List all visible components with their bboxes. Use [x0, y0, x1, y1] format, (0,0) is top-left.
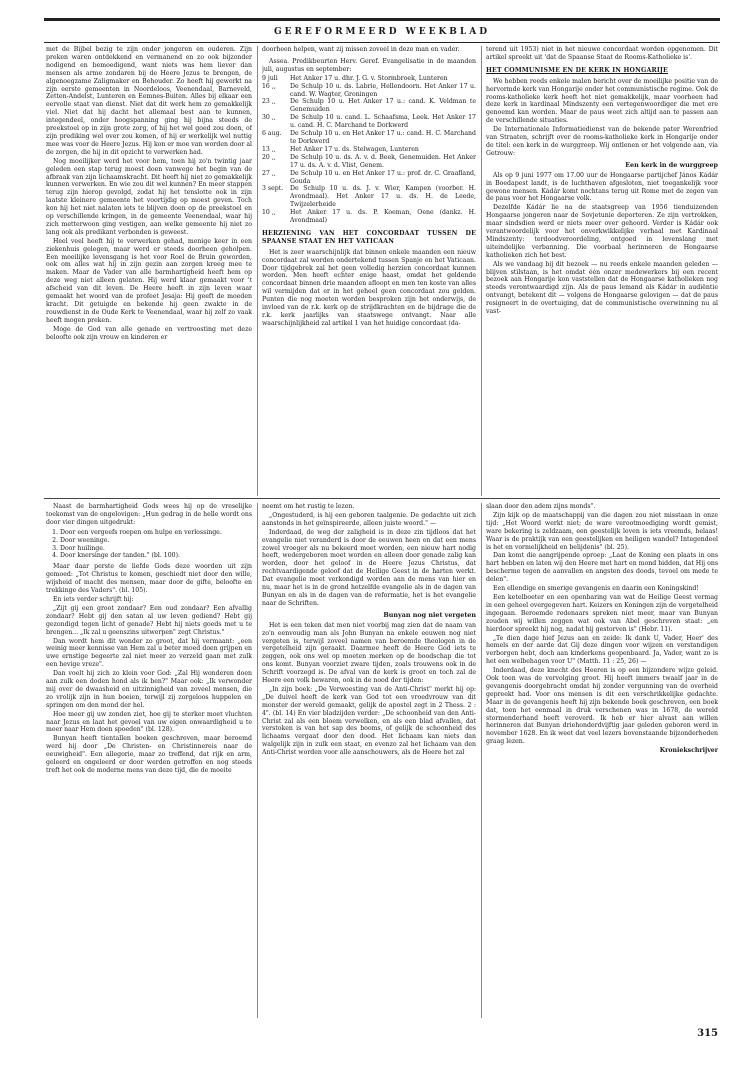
schedule-row: [262, 209, 476, 225]
top-rule: [44, 18, 720, 21]
bunyan-body-d: [262, 622, 476, 757]
schedule-row: [262, 114, 476, 130]
schedule-row: [262, 83, 476, 99]
schedule-entry: De Schulp 10 u. cand. L. Schaafsma, Leek. Het Anker 17 u. cand. H. C. Marchand te Dorkwerd: [290, 114, 476, 130]
paragraph: „Te dien dage hief Jezus aan en zeide: Ik dank U, Vader, Heer' des hemels en der aarde dat Gij deze dingen voor wijzen en verstandigen verborgen hebt, doch aan kinderkens geopenbaard. Ja, Vader, want zo is het een welbehagen voor U" (Matth. 11 : 25, 26) —: [486, 634, 718, 666]
schedule-row: [262, 154, 476, 170]
schedule-table: [262, 75, 476, 225]
schedule-row: [262, 130, 476, 146]
list-item: 4. Door knersinge der tanden." (bl. 100).: [60, 552, 252, 560]
bunyan-body-c: [262, 503, 476, 608]
top-right-column: [486, 46, 718, 496]
schedule-date: 10 ,,: [262, 209, 276, 217]
schedule-date: 6 aug.: [262, 130, 282, 138]
bunyan-body-e: [486, 503, 718, 746]
paragraph: Zijn kijk op de maatschappij van die dagen zou niet misstaan in onze tijd: „Het Woord werkt niet; de ware verootmoediging wordt gemist, ware bekering is zeldzaam, een geestelijk leven is iets vreemds, helaas! Waar is de praktijk van een geestelijken en heiligen wandel? Integendeel is het en vormelijkheid en belijdenis" (bl. 25).: [486, 511, 718, 551]
paragraph: Inderdaad, de weg der zaligheid is in deze zin tijdloos dat het evangelie niet veranderd is door de eeuwen heen en dat een mens zowel vroeger als nu bekeerd moet worden, een nieuw hart nodig heeft, wedergeboren moet worden en alleen door genade zalig kan worden, door het geloof in de Heere Jezus Christus, dat rechtvaardigende geloof dat de Heilige Geest in de harten werkt. Dat evangelie moet verkondigd worden aan de mens van hier en nu, maar het is in de grond hetzelfde evangelie als in de dagen van Bunyan en als in de dagen van de reformatie, het is het evangelie naar de Schriften.: [262, 528, 476, 607]
schedule-date: 16 ,,: [262, 82, 276, 90]
top-middle-column: [262, 46, 476, 496]
bottom-middle-column: [262, 503, 476, 1018]
paragraph: Dezelfde Kádár lie na de staatsgreep van 1956 tienduizenden Hongaarse jongeren naar de Sovjetunie deporteren. Ze zijn vertrokken, maar sindsdien werd er niets meer over gehoord. Verder is Kádár ook verantwoordelijk voor het onverkwikkelijke verhaal met Kardinaal Mindszenty: terdoodveroordeling, ontgoed in levenslang met uiteindelijke verbanning. Die voorbaal herinneren de Hongaarse katholieken zich het best.: [486, 204, 718, 259]
paragraph: Dan voelt hij zich zo klein voor God: „Zal Hij wonderen doen aan zulk een doden hond als ik ben?" Maar ook: „Ik verwonder mij over de dwaasheid en uitzinnigheid van zoveel mensen, die zo vrolijk zijn in hun boeien, terwijl zij zorgeloos huppelen en springen om den mond der hel.: [46, 670, 252, 709]
schedule-date: 3 sept.: [262, 185, 284, 193]
schedule-date: 20 ,,: [262, 153, 276, 161]
paragraph: Een ketelboeter en een openbaring van wat de Heilige Geest vermag in een geheel overgegeven hart. Keizers en Koningen zijn de vergetelheid ingegaan. Beroemde redenaars spreken niet meer, maar van Bunyan zouden wij willen zeggen wat ook van Abel geschreven staat: „en hierdoor spreekt hij nog, nadat hij gestorven is" (Hebr. 11).: [486, 593, 718, 633]
paragraph: Nog moeilijker werd het voor hem, toen hij zo'n twintig jaar geleden een stap terug moest doen vanwege het begin van de afbraak van zijn lichaamskracht. Dit heeft hij niet zo gemakkelijk kunnen verwerken. En wie zou dit wel kunnen? En meer stappen terug zijn hierop gevolgd, zodat hij het tenslotte ook in zijn laatste kleinere gemeente het voortijdig op moest geven. Toch kon hij het niet nalaten iets te blijven doen op de preekstoel en op verschillende kringen, in de gemeente Veenendaal, waar hij zich metterwoon ging vestigen, aan welke gemeente hij niet zo lang ook als predikant verbonden is geweest.: [46, 157, 252, 236]
top-right-intro: terend uit 1953) niet in het nieuwe concordaat worden opgenomen. Dit artikel spreekt uit 'dat de Spaanse Staat de Rooms-Katholieke is'.: [486, 46, 718, 61]
paragraph: „Ongestuderd, is hij een geboren taalgenie. De gedachte uit zich aanstonds in het geïnspireerde, alleen juiste woord." —: [262, 511, 476, 527]
paragraph: Als we vandaag bij dit bezoek — nu reeds enkele maanden geleden — blijven stilstaan, is het omdat één onzer medewerkers bij een recent bezoek aan Hongarije kon vaststellen dat de Hongaarse katholieken nog steeds verontwaardigd zijn. Als de paus lemand als Kádár in audiëntie ontvangt, betekent dit — volgens de Hongaarse gelovigen — dat de paus resigneert in de overtuiging, dat de communistische overwinning nu al vast-: [486, 260, 718, 316]
paragraph: Maar daar perste de liefde Gods deze woorden uit zijn gemoed: „Tot Christus te komen, geschiedt niet door den wille, wijsheid of macht des mensen, maar door de gifte, beloofte en trekkinge des Vaders". (bl. 105).: [46, 563, 252, 595]
masthead-rule: [44, 42, 720, 43]
wurggreep-subheading: Een kerk in de wurggreep: [625, 160, 718, 169]
paragraph: slaan door den adem zijns monds".: [486, 503, 596, 510]
schedule-row: [262, 98, 476, 114]
column-rule: [481, 503, 482, 1018]
hongarije-heading: HET COMMUNISME EN DE KERK IN HONGARIJE: [486, 66, 668, 74]
paragraph: Het is een teken dat men niet voorbij mag zien dat de naam van zo'n eenvoudig man als John Bunyan na enkele eeuwen nog niet vergeten is, terwijl zoveel namen van beroemde theologen in de vergetelheid zijn geraakt. Daarmee heeft de Heere God iets te zeggen, ook ons wel op moeten merken op de boodschap die tot ons komt. Bunyan voorziet zware tijden, zoals trouwens ook in de Schrift voorzegd is. De afval van de kerk is groot en toch zal de Heere een volk bewaren, ook in de nood der tijden:: [262, 621, 476, 685]
column-rule: [481, 46, 482, 496]
paragraph: Het is zeer waarschijnlijk dat binnen enkele maanden een nieuw concordaat zal worden ondertekend tussen Spanje en het Vaticaan. Door tijdgebrek zal het geen volledig herzien concordaat kunnen worden. Men heeft echter enige haast, omdat het geldende concordaat binnen drie maanden afloopt en men ten koste van alles wil vermijden dat er in het geheel geen concordaat zou gelden. Punten die nog moeten worden besproken zijn het onderwijs, de invloed van de r.k. kerk op de strijdkrachten en de bijdrage die de r.k. kerk jaarlijks van staatswege ontvangt. Naar alle waarschijnlijkheid zal artikel 1 van het huidige concordaat (da-: [262, 248, 476, 327]
hell-list: [60, 529, 252, 561]
signature: Kroniekschrijver: [659, 747, 718, 755]
schedule-date: 30 ,,: [262, 114, 276, 122]
section-divider: [44, 498, 720, 499]
concordaat-body: [262, 249, 476, 328]
paragraph: En iets verder schrijft hij:: [53, 595, 134, 603]
hongarije-body-b: [486, 172, 718, 316]
bunyan-subheading: Bunyan nog niet vergeten: [383, 610, 476, 619]
schedule-date: 23 ,,: [262, 98, 276, 106]
schedule-date: 13 ,,: [262, 145, 276, 153]
column-rule: [257, 503, 258, 1018]
bunyan-body-a: [46, 503, 252, 527]
paragraph: We hebben reeds enkele malen bericht over de moeilijke positie van de hervormde kerk van Hongarije onder het communistische regime. Ook de rooms-katholieke kerk heeft het niet gemakkelijk, maar voorheen had deze kerk in kardinaal Mindszenty een vertegenwoordiger die met ere genoemd kan worden. Maar de paus weet zich altijd aan te passen aan de verschillende situaties.: [486, 77, 718, 125]
paragraph: De Internationale Informatiedienst van de bekende pater Werenfried van Straaten, schrijft over de rooms-katholieke kerk in Hongarije onder de titel: een kerk in de wurggreep. Wij ontlenen er het volgende aan, via Getrouw:: [486, 126, 718, 157]
paragraph: Naast de barmhartigheid Gods wees hij op de vreselijke toekomst van de ongelovigen: „Hun gedrag in de helle wordt ons door vier dingen uitgedrukt:: [46, 503, 252, 526]
schedule-row: [262, 185, 476, 209]
hongarije-body-a: [486, 78, 718, 158]
schedule-entry: De Schulp 10 u. Het Anker 17 u.: cand. K. Veldman te Genemuiden: [290, 98, 476, 114]
masthead: GEREFORMEERD WEEKBLAD: [273, 27, 491, 37]
concordaat-heading: HERZIENING VAN HET CONCORDAAT TUSSEN DE SPAANSE STAAT EN HET VATICAAN: [262, 229, 476, 245]
paragraph: Heel veel heeft hij te verwerken gehad, menige keer in een ziekenhuis gelegen, maar werd er steeds doorheen geholpen. Een moeilijke levensgang is het voor Roel de Bruin geworden, ook om alles wat hij in zijn gezin aan zorgen kreeg mee te maken. Maar de Vader van alle barmhartigheid heeft hem op deze weg niet alleen gelaten. Hij werd klaar gemaakt voor 't afscheid van dit leven. De Heere heeft in zijn leven waar gemaakt het woord van de profeet Jesaja: Hij geeft de moeden kracht. Dit getuigde en bekende hij geen zwakte in de rouwdienst in de Oude Kerk te Veenendaal, waar hij zelf zo vaak heeft mogen preken.: [46, 237, 252, 324]
schedule-entry: Het Anker 17 u. dhr. J. G. v. Stormbroek, Lunteren: [290, 74, 448, 82]
paragraph: Dan komt die aangrijpende oproep: „Laat de Koning een plaats in ons hart hebben en laten wij den Heere met hart en mond bidden, dat Hij ons bescherme tegen de aanvallen en angsten des doods, tevoel om mede te delen".: [486, 552, 718, 584]
schedule-entry: De Schulp 10 u. ds. Labrie, Hellendoorn. Het Anker 17 u. cand. W. Wagter, Groningen: [290, 82, 476, 98]
list-item: 1. Door een vergeefs roepen om hulpe en verlossinge.: [60, 529, 252, 537]
paragraph: Inderdaad, deze knecht des Heeren is op een bijzondere wijze geleid. Ook toen was de vervolging groot. Hij heeft immers twaalf jaar in de gevangenis doorgebracht omdat hij zonder vergunning van de overheid gepreekt had. Voor ons mensen is dit een verschrikkelijke gedachte. Maar in de gevangenis heeft hij zijn bekende boek geschreven, een boek dat, toen het eenmaal in druk verschenen was in 1678, de wereld stormenderhand heeft veroverd. Ik heb er hier alvast aan willen herinneren dat Bunyan driehonderdvijftig jaar geleden geboren werd in november 1628. En ik weet dat veel lezers bovenstaande bijzonderheden graag lezen.: [486, 667, 718, 746]
schedule-entry: De Schulp 10 u. en Het Anker 17 u.: prof. dr. C. Graafland, Gouda: [290, 169, 476, 185]
schedule-date: 9 juli: [262, 74, 278, 82]
schedule-row: [262, 170, 476, 186]
top-middle-intro: doorheen helpen, want zij missen zoveel in deze man en vader.: [262, 46, 460, 53]
paragraph: Moge de God van alle genade en vertroosting met deze beloofte ook zijn vrouw en kinderen er: [46, 325, 252, 341]
paragraph: „Zijt gij een groot zondaar? Een oud zondaar? Een afvallig zondaar? Hebt gij den satan al uw leven gediend? Hebt gij gezondigd tegen licht of genade? Hebt hij niets goeds met u te brengen... „Ik zal u geenszins uitwerpen" zegt Christus.": [46, 604, 252, 636]
paragraph: Bunyan heeft tientallen boeken geschreven, maar beroemd werd hij door „De Christen- en Christinnereis naar de eeuwigheid". Een allegorie, maar zo treffend, dat rijk en arm, geleerd en ongeleerd er door werden getroffen en nog steeds treft het ook de moderne mens van deze tijd, die de moeite: [46, 735, 252, 774]
paragraph: „In zijn boek: „De Verwoesting van de Anti-Christ" merkt hij op: „De duivel heeft de kerk van God tot een vroedvrouw van dit monster der wereld gemaakt, gelijk de apostel zegt in 2 Thess. 2 : 4". (bl. 14) En vier bladzijden verder: „De schoonheid van den Anti-Christ zal als een bloem verwelken, en als een blad afvallen, dat verstoken is van het sap des booms, of gelijk de schoonheid des lichaams vergaat door den dood. Het lichaam kan niets dan walgelijk zijn in zulk een staat, en evenzo zal het lichaam van den Anti-Christ worden voor alle aanschouwers, als de Heere het zal: [262, 685, 476, 757]
page-number: 315: [697, 1028, 718, 1039]
bottom-left-column: [46, 503, 252, 1018]
schedule-entry: De Schulp 10 u. en Het Anker 17 u.: cand. H. C. Marchand te Dorkwerd: [290, 130, 476, 145]
paragraph: Dan wordt hem dit wonder zo groot, dat hij vermaant: „een weinig meer kennisse van Hem zal u beter moed doen grijpen en uwe ernstige begeerte zal niet meer zo verzeld gaan met zulk een hevige vreze".: [46, 637, 252, 669]
bottom-right-column: [486, 503, 718, 1018]
schedule-entry: De Schulp 10 u. ds. A. v. d. Beek, Genemuiden. Het Anker 17 u. ds. A. v. d. Vlist, Genem.: [290, 153, 476, 169]
schedule-title: Assea. Predikbeurten Herv. Geref. Evangelisatie in de maanden juli, augustus en september:: [262, 57, 476, 73]
bunyan-body-b: [46, 563, 252, 775]
schedule-entry: Het Anker 17 u. ds. Stelwagen, Lunteren: [290, 145, 419, 153]
list-item: 3. Door huilinge.: [60, 545, 252, 553]
paragraph: Hoe meer gij uw zonden ziet, hoe gij te sterker moet vluchten naar Jezus en laat het gevoel van uw eigen onwaardigheid u te meer naar Hem doen spoeden" (bl. 128).: [46, 710, 252, 734]
schedule-date: 27 ,,: [262, 169, 276, 177]
paragraph: Als op 9 juni 1977 om 17.00 uur de Hongaarse partijchef János Kádár in Boedapest landt, is de luchthaven afgesloten, niet toegankelijk voor gewone mensen. Kádár komt nochtans terug uit Rome met de zegen van de paus voor het Hongaarse volk.: [486, 171, 718, 203]
paragraph: met de Bijbel bezig te zijn onder jongeren en ouderen. Zijn preken waren ontdekkend en vermanend en zo ook bijzonder nodigend en bemoedigend, want niets was hem liever dan mensen als arme zondaren bij de Heere Jezus te brengen, de algenoegzame Zaligmaker en Behouder. Zo heeft hij gewerkt na zijn eerste gemeenten in Noordeloos, Veenendaal, Barneveld, Zetten-Andelst, Lunteren en Eemnes-Buiten. Alles bij elkaar een eervolle staat van dienst. Niet dat dit werk hem zo gemakkelijk viel. Niet dat hij dacht het allemaal best aan te kunnen, integendeel, onder hoogspanning ging hij bijna steeds de preekstoel op in zijn grote zorg, of hij het wel goed zou doen, of zijn prediking wel over zou komen, of hij er werkelijk wel nuttig mee was voor de Heere Jezus. Hij kon er moe van worden door al de zorgen, die hij in dit opzicht te verwerken had.: [46, 46, 252, 156]
schedule-row: [262, 75, 476, 83]
paragraph: Een ellendige en smerige gevangenis en daarin een Koningskind!: [493, 585, 699, 593]
schedule-entry: Het Anker 17 u. ds. P. Koeman, Oene (dankz. H. Avondmaal): [290, 209, 476, 225]
column-rule: [257, 46, 258, 496]
paragraph: neemt om het rustig te lezen.: [262, 503, 355, 510]
list-item: 2. Door weeninge.: [60, 537, 252, 545]
top-left-column: [46, 46, 252, 496]
schedule-row: [262, 146, 476, 154]
schedule-entry: De Schulp 10 u. ds. J. v. Wier, Kampen (voorber. H. Avondmaal). Het Anker 17 u. ds. H. de Leede, Twijzelerheide: [290, 185, 476, 209]
